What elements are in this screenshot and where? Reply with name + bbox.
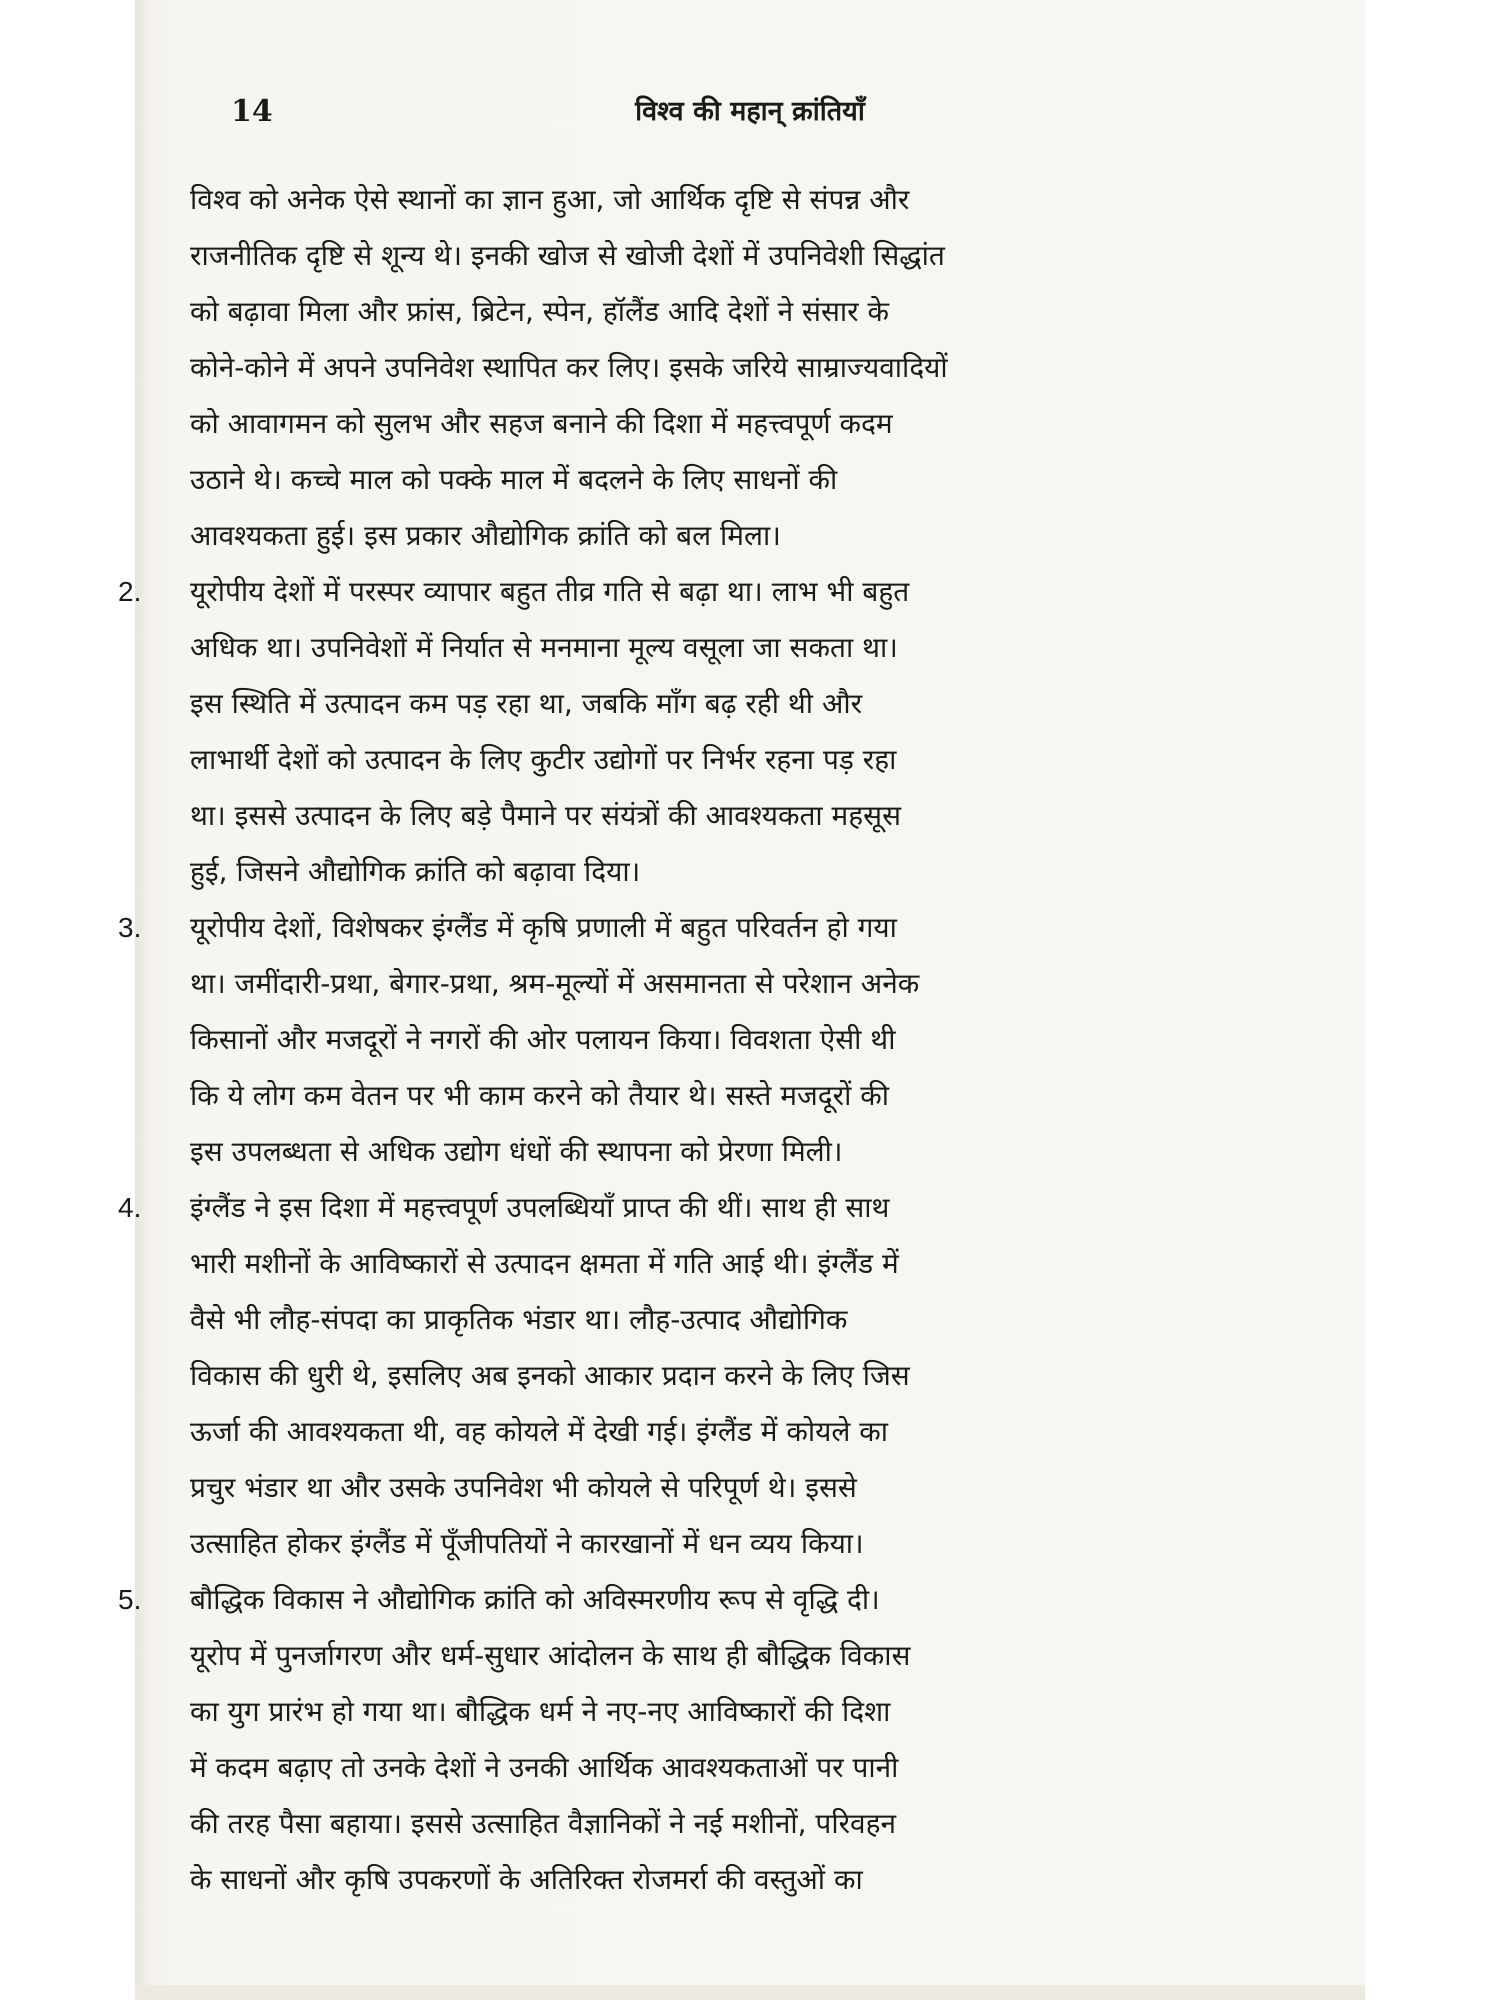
text-line: विश्व को अनेक ऐसे स्थानों का ज्ञान हुआ, जो आर्थिक दृष्टि से संपन्न और	[190, 183, 910, 216]
text-line: में कदम बढ़ाए तो उनके देशों ने उनकी आर्थिक आवश्यकताओं पर पानी	[190, 1751, 899, 1784]
text-line: उत्साहित होकर इंग्लैंड में पूँजीपतियों ने कारखानों में धन व्यय किया।	[190, 1527, 864, 1560]
text-line: इस उपलब्धता से अधिक उद्योग धंधों की स्थापना को प्रेरणा मिली।	[190, 1135, 843, 1168]
page-body	[118, 172, 1250, 1908]
text-line: उठाने थे। कच्चे माल को पक्के माल में बदलने के लिए साधनों की	[190, 463, 838, 496]
text-line: के साधनों और कृषि उपकरणों के अतिरिक्त रोजमर्रा की वस्तुओं का	[190, 1863, 863, 1896]
text-line: यूरोप में पुनर्जागरण और धर्म-सुधार आंदोलन के साथ ही बौद्धिक विकास	[190, 1639, 911, 1672]
text-line: भारी मशीनों के आविष्कारों से उत्पादन क्षमता में गति आई थी। इंग्लैंड में	[190, 1247, 899, 1280]
text-line: इस स्थिति में उत्पादन कम पड़ रहा था, जबकि माँग बढ़ रही थी और	[190, 687, 863, 720]
text-line: आवश्यकता हुई। इस प्रकार औद्योगिक क्रांति को बल मिला।	[190, 519, 781, 552]
text-line: की तरह पैसा बहाया। इससे उत्साहित वैज्ञानिकों ने नई मशीनों, परिवहन	[190, 1807, 897, 1840]
text-line: ऊर्जा की आवश्यकता थी, वह कोयले में देखी गई। इंग्लैंड में कोयले का	[190, 1415, 889, 1448]
text-line: अधिक था। उपनिवेशों में निर्यात से मनमाना मूल्य वसूला जा सकता था।	[190, 631, 898, 664]
text-line: का युग प्रारंभ हो गया था। बौद्धिक धर्म ने नए-नए आविष्कारों की दिशा	[190, 1695, 891, 1728]
text-line: प्रचुर भंडार था और उसके उपनिवेश भी कोयले से परिपूर्ण थे। इससे	[190, 1471, 857, 1504]
running-title: विश्व की महान् क्रांतियाँ	[635, 96, 865, 127]
text-line: यूरोपीय देशों में परस्पर व्यापार बहुत तीव्र गति से बढ़ा था। लाभ भी बहुत	[190, 575, 910, 608]
page-bottom-edge	[135, 1985, 1365, 2000]
text-line: विकास की धुरी थे, इसलिए अब इनको आकार प्रदान करने के लिए जिस	[190, 1359, 910, 1392]
text-line: कि ये लोग कम वेतन पर भी काम करने को तैयार थे। सस्ते मजदूरों की	[190, 1079, 889, 1112]
list-item-4	[118, 1180, 1250, 1572]
item-number: 2.	[118, 576, 142, 607]
text-line: यूरोपीय देशों, विशेषकर इंग्लैंड में कृषि प्रणाली में बहुत परिवर्तन हो गया	[190, 911, 897, 944]
text-line: था। जमींदारी-प्रथा, बेगार-प्रथा, श्रम-मूल्यों में असमानता से परेशान अनेक	[190, 967, 920, 1000]
text-line: हुई, जिसने औद्योगिक क्रांति को बढ़ावा दिया।	[190, 855, 641, 888]
item-number: 4.	[118, 1192, 142, 1223]
item-number: 3.	[118, 912, 142, 943]
text-line: राजनीतिक दृष्टि से शून्य थे। इनकी खोज से खोजी देशों में उपनिवेशी सिद्धांत	[190, 239, 945, 272]
page-header	[135, 92, 1365, 142]
page-number: 14	[231, 94, 273, 129]
list-item-5	[118, 1572, 1250, 1908]
text-line: था। इससे उत्पादन के लिए बड़े पैमाने पर संयंत्रों की आवश्यकता महसूस	[190, 799, 902, 832]
text-line: लाभार्थी देशों को उत्पादन के लिए कुटीर उद्योगों पर निर्भर रहना पड़ रहा	[190, 743, 897, 776]
text-line: कोने-कोने में अपने उपनिवेश स्थापित कर लिए। इसके जरिये साम्राज्यवादियों	[190, 351, 948, 384]
item-number: 5.	[118, 1584, 142, 1615]
continuation-paragraph	[190, 172, 1250, 564]
text-line: को बढ़ावा मिला और फ्रांस, ब्रिटेन, स्पेन, हॉलैंड आदि देशों ने संसार के	[190, 295, 889, 328]
list-item-3	[118, 900, 1250, 1180]
text-line: को आवागमन को सुलभ और सहज बनाने की दिशा में महत्त्वपूर्ण कदम	[190, 407, 893, 440]
text-line: किसानों और मजदूरों ने नगरों की ओर पलायन किया। विवशता ऐसी थी	[190, 1023, 896, 1056]
list-item-2	[118, 564, 1250, 900]
text-line: बौद्धिक विकास ने औद्योगिक क्रांति को अविस्मरणीय रूप से वृद्धि दी।	[190, 1583, 880, 1616]
text-line: वैसे भी लौह-संपदा का प्राकृतिक भंडार था। लौह-उत्पाद औद्योगिक	[190, 1303, 848, 1336]
text-line: इंग्लैंड ने इस दिशा में महत्त्वपूर्ण उपलब्धियाँ प्राप्त की थीं। साथ ही साथ	[190, 1191, 890, 1224]
